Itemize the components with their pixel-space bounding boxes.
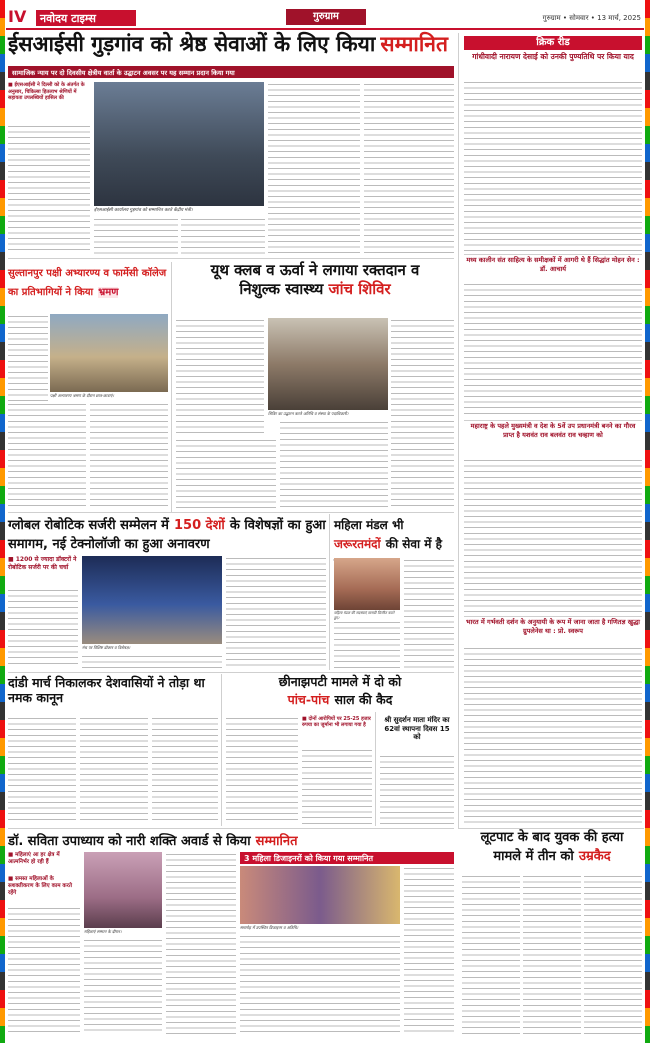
rule-8 [8,828,454,829]
murder-body-1 [462,874,520,1034]
mahila-body-2 [334,620,400,668]
murder-body-2 [523,874,581,1034]
youth-caption: शिविर का उद्घाटन करते अतिथि व संस्था के पदाधिकारी। [268,411,349,416]
sudarshan-headline: श्री सुदर्शन माता मंदिर का 62वां स्थापना दिवस 15 को [384,716,450,742]
designers-body-1 [404,866,454,1034]
youth-body-1 [176,318,264,434]
robotic-headline-line-2: के विशेषज्ञों का हुआ समागम, नई टेक्नोलॉजी का हुआ अनावरण [8,518,326,553]
mahila-headline [334,514,454,554]
sultanpur-caption: पक्षी अभ्यारण्य भ्रमण के दौरान छात्र-छात्राएं। [50,393,114,398]
rule-right-col [458,33,459,828]
rule-4 [329,514,330,670]
cricket-tag: क्रिक रीड [464,36,642,50]
savita-caption: महिलाएं सम्मान के दौरान। [84,929,122,934]
mahila-caption: महिला मंडल की सदस्याएं सामग्री वितरित करते हुए। [334,611,395,620]
lead-body-col-3 [181,217,265,255]
rule-7 [375,712,376,826]
rule-r3 [464,616,642,617]
sultanpur-photo [50,314,168,392]
lead-body-col-4 [268,82,360,254]
bharat-body [464,646,642,826]
chhina-body-2 [302,748,372,824]
bharat-headline: भारत में गर्भवती दर्शन के अनुयायी के रूप में जाना जाता है गणितज्ञ खुद्धा ग्रुपलेनेस था : प्रो. स्वरूप [466,618,640,635]
rule-r1 [464,254,642,255]
rule-6 [221,674,222,826]
maharashtra-body [464,458,642,614]
youth-body-4 [280,420,388,508]
murder-headline [462,831,642,871]
mahila-body-1 [404,558,454,668]
youth-headline-line-2: निशुल्क स्वास्थ्य [239,279,324,298]
savita-kicker-1: ■ महिलाएं आ हर क्षेत्र में आत्मनिर्भर हो रही हैं [8,852,60,865]
youth-headline [176,262,454,314]
mahila-headline-line-2: की सेवा में है [385,537,443,551]
sultanpur-headline-accent: भ्रमण [98,287,119,298]
chhina-headline [226,675,454,713]
lead-photo-caption: ईएसआईसी कार्यालय गुड़गांव को सम्मानित करते केंद्रीय मंत्री। [94,208,193,213]
youth-photo [268,318,388,410]
lead-photo [94,82,264,206]
savita-body-2 [84,938,162,1034]
savita-headline [8,830,454,848]
rule-3 [8,512,454,513]
robotic-photo [82,556,222,644]
murder-headline-accent: उम्रकैद [578,849,611,865]
lead-body-col-2 [94,217,178,255]
rule-1 [8,258,454,259]
robotic-body-3 [226,556,326,668]
sultanpur-body-3 [90,402,168,510]
savita-kicker-2: ■ समस्त महिलाओं के सशक्तीकरण के लिए काम करते रहेंगे [8,876,73,896]
sultanpur-headline [8,261,168,311]
lead-side-note: ■ ईएसआईसी ने दिल्ली को के अंतर्गत के अनुसार, चिकित्सा हितलाभ श्रेणियों में सहायता उपलब्धियों हासिल की [8,82,85,102]
savita-body-3 [166,852,236,1034]
left-color-bar [0,0,5,1043]
lead-subhead: सामाजिक न्याय पर दो दिवसीय क्षेत्रीय वार्ता के उद्घाटन अवसर पर यह सम्मान प्रदान किया गया [8,66,454,78]
savita-body-1 [8,906,80,1034]
dandi-body-2 [80,716,148,824]
designers-headline: 3 महिला डिजाइनरों को किया गया सम्मानित [240,852,454,864]
brand-logo: नवोदय टाइम्स [36,10,136,26]
chhina-body-1 [226,716,298,824]
chhina-headline-line-2: साल की कैद [334,691,393,707]
sultanpur-headline-text: सुल्तानपुर पक्षी अभ्यारण्य व फार्मेसी कॉलेज का प्रतिभागियों ने किया [8,268,167,298]
robotic-headline [8,514,326,552]
maharashtra-headline: महाराष्ट्र के पहले मुख्यमंत्री व देश के 5वें उप प्रधानमंत्री बनने का गौरव प्राप्त है यशवंत राव बलवंत राव चव्हाण को [470,422,636,439]
cricket-headline: गांधीवादी नारायण देसाई को उनकी पुण्यतिथि पर किया याद [472,52,634,61]
lead-headline [8,33,454,65]
dandi-body-3 [152,716,218,824]
lead-body-col-1 [8,124,90,254]
rule-2 [171,262,172,512]
mahila-photo [334,558,400,610]
robotic-headline-line-1: ग्लोबल रोबोटिक सर्जरी सम्मेलन में [8,518,169,533]
savita-headline-accent: सम्मानित [255,834,298,849]
murder-body-3 [584,874,642,1034]
robotic-kicker: ■ 1200 से ज्यादा डॉक्टरों ने रोबोटिक सर्जरी पर की चर्चा [8,556,77,571]
lead-body-col-5 [364,82,454,254]
right-color-bar [645,0,650,1043]
robotic-headline-accent: 150 देशों [174,518,225,533]
chhina-kicker: ■ दोनों आरोपियों पर 25-25 हजार रुपया का जुर्माना भी लगाया गया है [302,716,371,729]
savita-headline-text: डॉ. सविता उपाध्याय को नारी शक्ति अवार्ड से किया [8,834,251,849]
rule-r4 [458,828,644,829]
robotic-body-2 [82,654,222,668]
murder-headline-line-2: मामले में तीन को [493,849,574,865]
youth-body-3 [176,438,276,508]
sant-body [464,282,642,418]
murder-headline-line-1: लूटपाट के बाद युवक की हत्या [480,830,624,845]
youth-body-2 [391,318,454,508]
masthead [6,6,644,30]
lead-headline-text: ईसआईसी गुड़गांव को श्रेष्ठ सेवाओं के लिए किया [8,32,376,56]
page-number: IV [8,7,27,26]
cricket-body [464,80,642,252]
dandi-headline: दांडी मार्च निकालकर देशवासियों ने तोड़ा था नमक कानून [8,675,205,705]
rule-5 [8,672,454,673]
dandi-body-1 [8,716,76,824]
chhina-headline-line-1: छीनाझपटी मामले में दो को [278,674,402,689]
sant-headline: मध्य कालीन संत साहित्य के समीक्षकों में आगरी थे हैं सिद्धांत मोहन सेन : डॉ. आचार्य [466,256,640,273]
section-label: गुरुग्राम [286,9,366,25]
mahila-headline-accent: जरूरतमंदों [334,537,381,551]
rule-r2 [464,420,642,421]
designers-body-2 [240,934,400,1034]
savita-photo [84,852,162,928]
lead-headline-accent: सम्मानित [380,32,448,56]
sultanpur-body-1 [8,314,48,414]
youth-headline-accent: जांच शिविर [328,279,391,298]
robotic-body-1 [8,588,78,668]
chhina-headline-accent: पांच-पांच [287,691,330,707]
mahila-headline-line-1: महिला मंडल भी [334,518,404,532]
designers-photo [240,866,400,924]
sultanpur-body-2 [8,402,86,510]
date-line: गुरुग्राम • सोमवार • 13 मार्च, 2025 [542,14,641,22]
youth-headline-line-1: यूथ क्लब व ऊर्वा ने लगाया रक्तदान व [210,261,420,279]
robotic-caption: मंच पर विशिष्ट डॉक्टर व विशेषज्ञ। [82,645,131,650]
sudarshan-body [380,754,454,824]
designers-caption: समारोह में उपस्थित डिजाइनर व अतिथि। [240,925,299,930]
